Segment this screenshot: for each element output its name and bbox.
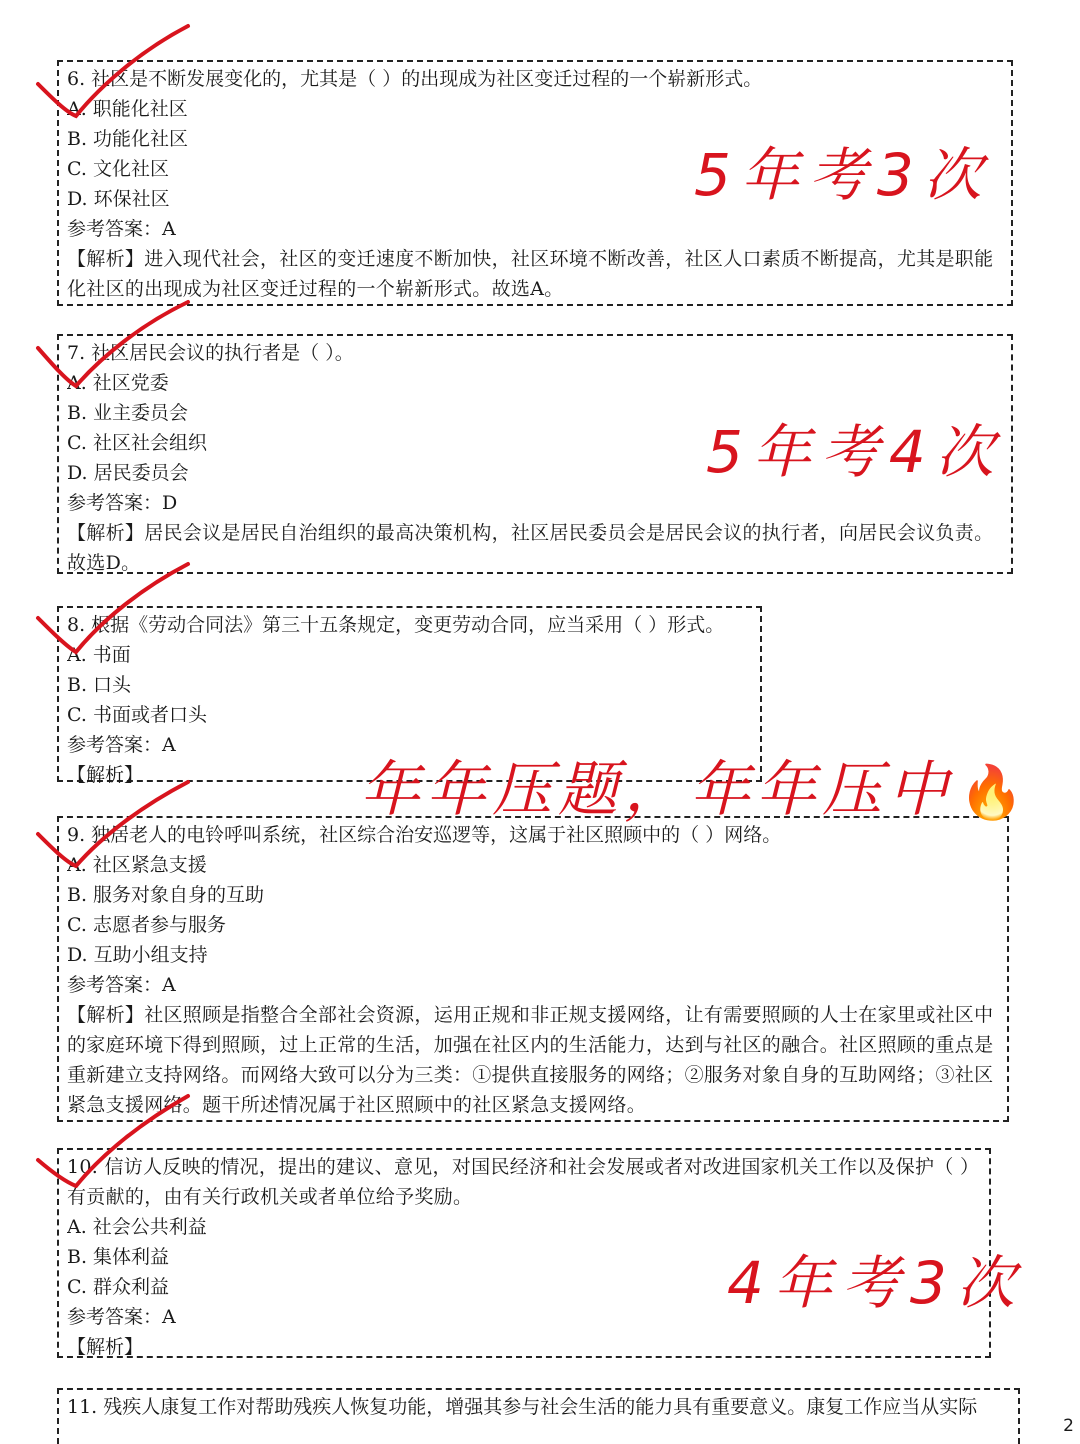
banner-note: [360, 742, 1024, 828]
question-6-stem: 6. 社区是不断发展变化的，尤其是（ ）的出现成为社区变迁过程的一个崭新形式。: [67, 68, 763, 90]
question-7-option-c: C. 社区社会组织: [67, 432, 207, 454]
question-6-option-b: B. 功能化社区: [67, 128, 189, 150]
checkmark-icon: [30, 1088, 195, 1188]
question-8-option-a: A. 书面: [67, 644, 131, 666]
question-6-answer: 参考答案：A: [67, 218, 176, 240]
question-8-option-c: C. 书面或者口头: [67, 704, 207, 726]
question-8-stem: 8. 根据《劳动合同法》第三十五条规定，变更劳动合同，应当采用（ ）形式。: [67, 614, 725, 636]
question-7-option-a: A. 社区党委: [67, 372, 169, 394]
note-q7: 5年考4次: [706, 418, 1004, 486]
checkmark-icon: [30, 776, 195, 876]
question-9-analysis: 【解析】社区照顾是指整合全部社会资源，运用正规和非正规支援网络，让有需要照顾的人士在家里或社区中的家庭环境下得到照顾，过上正常的生活，加强在社区内的生活能力，达到与社区的融合。社区照顾的重点是重新建立支持网络。而网络大致可以分为三类：①提供直接服务的网络；②服务对象自身的互助网络；③社区紧急支援网络。题干所述情况属于社区照顾中的社区紧急支援网络。: [67, 1004, 994, 1116]
question-10-answer: 参考答案：A: [67, 1306, 176, 1328]
question-10-option-b: B. 集体利益: [67, 1246, 170, 1268]
fire-icon: 🔥: [959, 763, 1024, 823]
question-6-analysis: 【解析】进入现代社会，社区的变迁速度不断加快，社区环境不断改善，社区人口素质不断提高，尤其是职能化社区的出现成为社区变迁过程的一个崭新形式。故选A。: [67, 248, 994, 300]
question-6-option-a: A. 职能化社区: [67, 98, 188, 120]
question-6-option-c: C. 文化社区: [67, 158, 169, 180]
question-7-option-d: D. 居民委员会: [67, 462, 189, 484]
question-9-option-a: A. 社区紧急支援: [67, 854, 207, 876]
question-11: [57, 1388, 1020, 1444]
question-10-option-a: A. 社会公共利益: [67, 1216, 207, 1238]
question-10-analysis: 【解析】: [67, 1336, 144, 1358]
question-10-option-c: C. 群众利益: [67, 1276, 169, 1298]
question-7-analysis: 【解析】居民会议是居民自治组织的最高决策机构，社区居民委员会是居民会议的执行者，向居民会议负责。故选D。: [67, 522, 994, 574]
question-6-option-d: D. 环保社区: [67, 188, 170, 210]
checkmark-icon: [30, 22, 195, 122]
question-8-answer: 参考答案：A: [67, 734, 176, 756]
page-number: 2: [1063, 1416, 1074, 1436]
question-9-option-b: B. 服务对象自身的互助: [67, 884, 265, 906]
question-7-answer: 参考答案：D: [67, 492, 178, 514]
question-7-option-b: B. 业主委员会: [67, 402, 189, 424]
question-9-answer: 参考答案：A: [67, 974, 176, 996]
banner-text: 年年压题，年年压中: [360, 755, 954, 825]
question-9-option-c: C. 志愿者参与服务: [67, 914, 226, 936]
checkmark-icon: [30, 298, 195, 398]
question-11-stem: 11. 残疾人康复工作对帮助残疾人恢复功能，增强其参与社会生活的能力具有重要意义。康复工作应当从实际: [67, 1396, 978, 1418]
question-8-option-b: B. 口头: [67, 674, 132, 696]
question-8-analysis: 【解析】: [67, 764, 144, 786]
question-7-stem: 7. 社区居民会议的执行者是（ ）。: [67, 342, 354, 364]
question-9-option-d: D. 互助小组支持: [67, 944, 208, 966]
question-10-stem: 10. 信访人反映的情况，提出的建议、意见，对国民经济和社会发展或者对改进国家机关工作以及保护（ ）有贡献的，由有关行政机关或者单位给予奖励。: [67, 1156, 980, 1208]
note-q6: 5年考3次: [694, 141, 992, 209]
note-q10: 4年考3次: [727, 1249, 1025, 1317]
question-9-stem: 9. 独居老人的电铃呼叫系统，社区综合治安巡逻等，这属于社区照顾中的（ ）网络。: [67, 824, 782, 846]
checkmark-icon: [30, 560, 195, 660]
question-9: [57, 816, 1009, 1122]
